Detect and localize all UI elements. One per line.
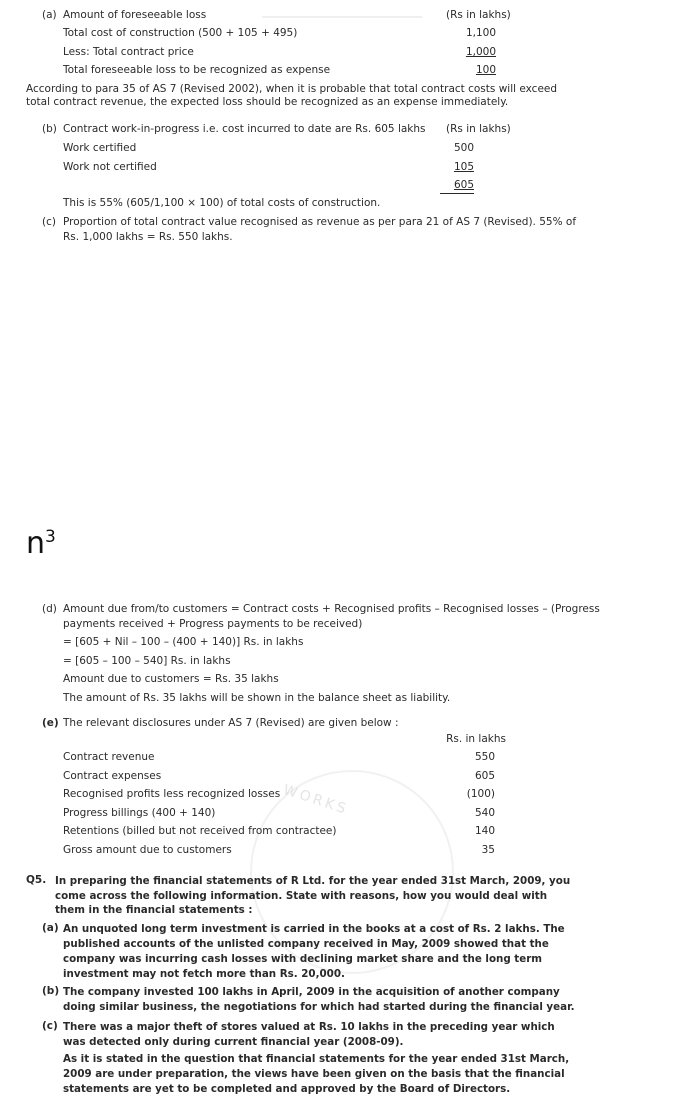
part-a-row-label: Less: Total contract price bbox=[63, 46, 194, 58]
part-a-row-label: Total cost of construction (500 + 105 + 495) bbox=[63, 27, 298, 39]
part-d-line: The amount of Rs. 35 lakhs will be shown in the balance sheet as liability. bbox=[63, 692, 451, 704]
part-a-heading: Amount of foreseeable loss bbox=[63, 9, 207, 21]
q5-item-text: The company invested 100 lakhs in April, 2009 in the acquisition of another company doing similar business, the negotiations for which had started during the financial year. bbox=[63, 986, 575, 1013]
part-e-row-label: Contract expenses bbox=[63, 770, 162, 782]
part-a-row-value: 1,100 bbox=[465, 27, 496, 39]
part-e-heading: The relevant disclosures under AS 7 (Revised) are given below : bbox=[63, 717, 399, 729]
part-b-row-label: Work certified bbox=[63, 142, 137, 154]
q5-item-text: There was a major theft of stores valued at Rs. 10 lakhs in the preceding year which was detected only during current financial year (2008-09). bbox=[63, 1021, 555, 1048]
q5-item-label: (b) bbox=[42, 985, 60, 997]
q5-item-label: (a) bbox=[42, 922, 59, 934]
part-e-row-value: 140 bbox=[474, 825, 495, 837]
part-a-row-value: 100 bbox=[475, 64, 496, 76]
margin-mark: $n^3$ bbox=[26, 526, 56, 561]
part-b-heading: Contract work-in-progress i.e. cost incurred to date are Rs. 605 lakhs bbox=[63, 123, 426, 135]
part-b-total: 605 bbox=[440, 179, 474, 194]
part-e-row-value: (100) bbox=[466, 788, 495, 800]
part-a-row-value: 1,000 bbox=[465, 46, 496, 58]
part-e-row-value: 35 bbox=[481, 844, 495, 856]
part-d-line: = [605 + Nil – 100 – (400 + 140)] Rs. in lakhs bbox=[63, 636, 304, 648]
q5-item-label: (c) bbox=[42, 1020, 58, 1032]
part-e-unit: Rs. in lakhs bbox=[446, 733, 506, 745]
part-b-row-value: 500 bbox=[453, 142, 474, 154]
part-a-row-label: Total foreseeable loss to be recognized as expense bbox=[63, 64, 331, 76]
part-b-unit: (Rs in lakhs) bbox=[446, 123, 511, 135]
part-e-row-label: Retentions (billed but not received from contractee) bbox=[63, 825, 337, 837]
part-c-line: Proportion of total contract value recognised as revenue as per para 21 of AS 7 (Revised). 55% of bbox=[63, 216, 577, 228]
q5-closing: As it is stated in the question that financial statements for the year ended 31st March, 2009 are under preparation, the views have been given on the basis that the financial statements are yet to be completed and approved by the Board of Directors. bbox=[63, 1053, 570, 1095]
part-d-line: Amount due to customers = Rs. 35 lakhs bbox=[63, 673, 279, 685]
part-e-row-label: Gross amount due to customers bbox=[63, 844, 232, 856]
part-e-row-value: 605 bbox=[474, 770, 495, 782]
part-a-unit: (Rs in lakhs) bbox=[446, 9, 511, 21]
watermark-top bbox=[262, 0, 422, 18]
part-b-note: This is 55% (605/1,100 × 100) of total costs of construction. bbox=[63, 197, 381, 209]
part-d-line: Amount due from/to customers = Contract costs + Recognised profits – Recognised losses – (Progress bbox=[63, 603, 600, 615]
part-a-paragraph: According to para 35 of AS 7 (Revised 2002), when it is probable that total contract costs will exceed total contract revenue, the expected loss should be recognized as an expense immediately. bbox=[26, 83, 558, 108]
part-d-line: payments received + Progress payments to be received) bbox=[63, 618, 363, 630]
part-e-row-label: Recognised profits less recognized losses bbox=[63, 788, 281, 800]
part-e-label: (e) bbox=[42, 717, 59, 729]
part-d-label: (d) bbox=[42, 603, 57, 615]
part-e-row-label: Progress billings (400 + 140) bbox=[63, 807, 216, 819]
q5-intro: In preparing the financial statements of R Ltd. for the year ended 31st March, 2009, you come across the following information. State with reasons, how you would deal with them in the financial statements : bbox=[55, 875, 571, 916]
part-c-line: Rs. 1,000 lakhs = Rs. 550 lakhs. bbox=[63, 231, 233, 243]
part-e-row-label: Contract revenue bbox=[63, 751, 155, 763]
part-e-row-value: 550 bbox=[474, 751, 495, 763]
q5-label: Q5. bbox=[26, 874, 47, 886]
part-d-line: = [605 – 100 – 540] Rs. in lakhs bbox=[63, 655, 231, 667]
watermark-text: WORKS bbox=[281, 781, 351, 819]
part-b-row-value: 105 bbox=[453, 161, 474, 173]
part-a-label: (a) bbox=[42, 9, 57, 21]
part-b-row-label: Work not certified bbox=[63, 161, 157, 173]
part-e-row-value: 540 bbox=[474, 807, 495, 819]
part-b-label: (b) bbox=[42, 123, 57, 135]
q5-item-text: An unquoted long term investment is carried in the books at a cost of Rs. 2 lakhs. The published accounts of the unlisted company received in May, 2009 showed that the company was incurring cash losses with declining market share and the long term investment may not fetch more than Rs. 20,000. bbox=[63, 923, 565, 980]
part-c-label: (c) bbox=[42, 216, 56, 228]
